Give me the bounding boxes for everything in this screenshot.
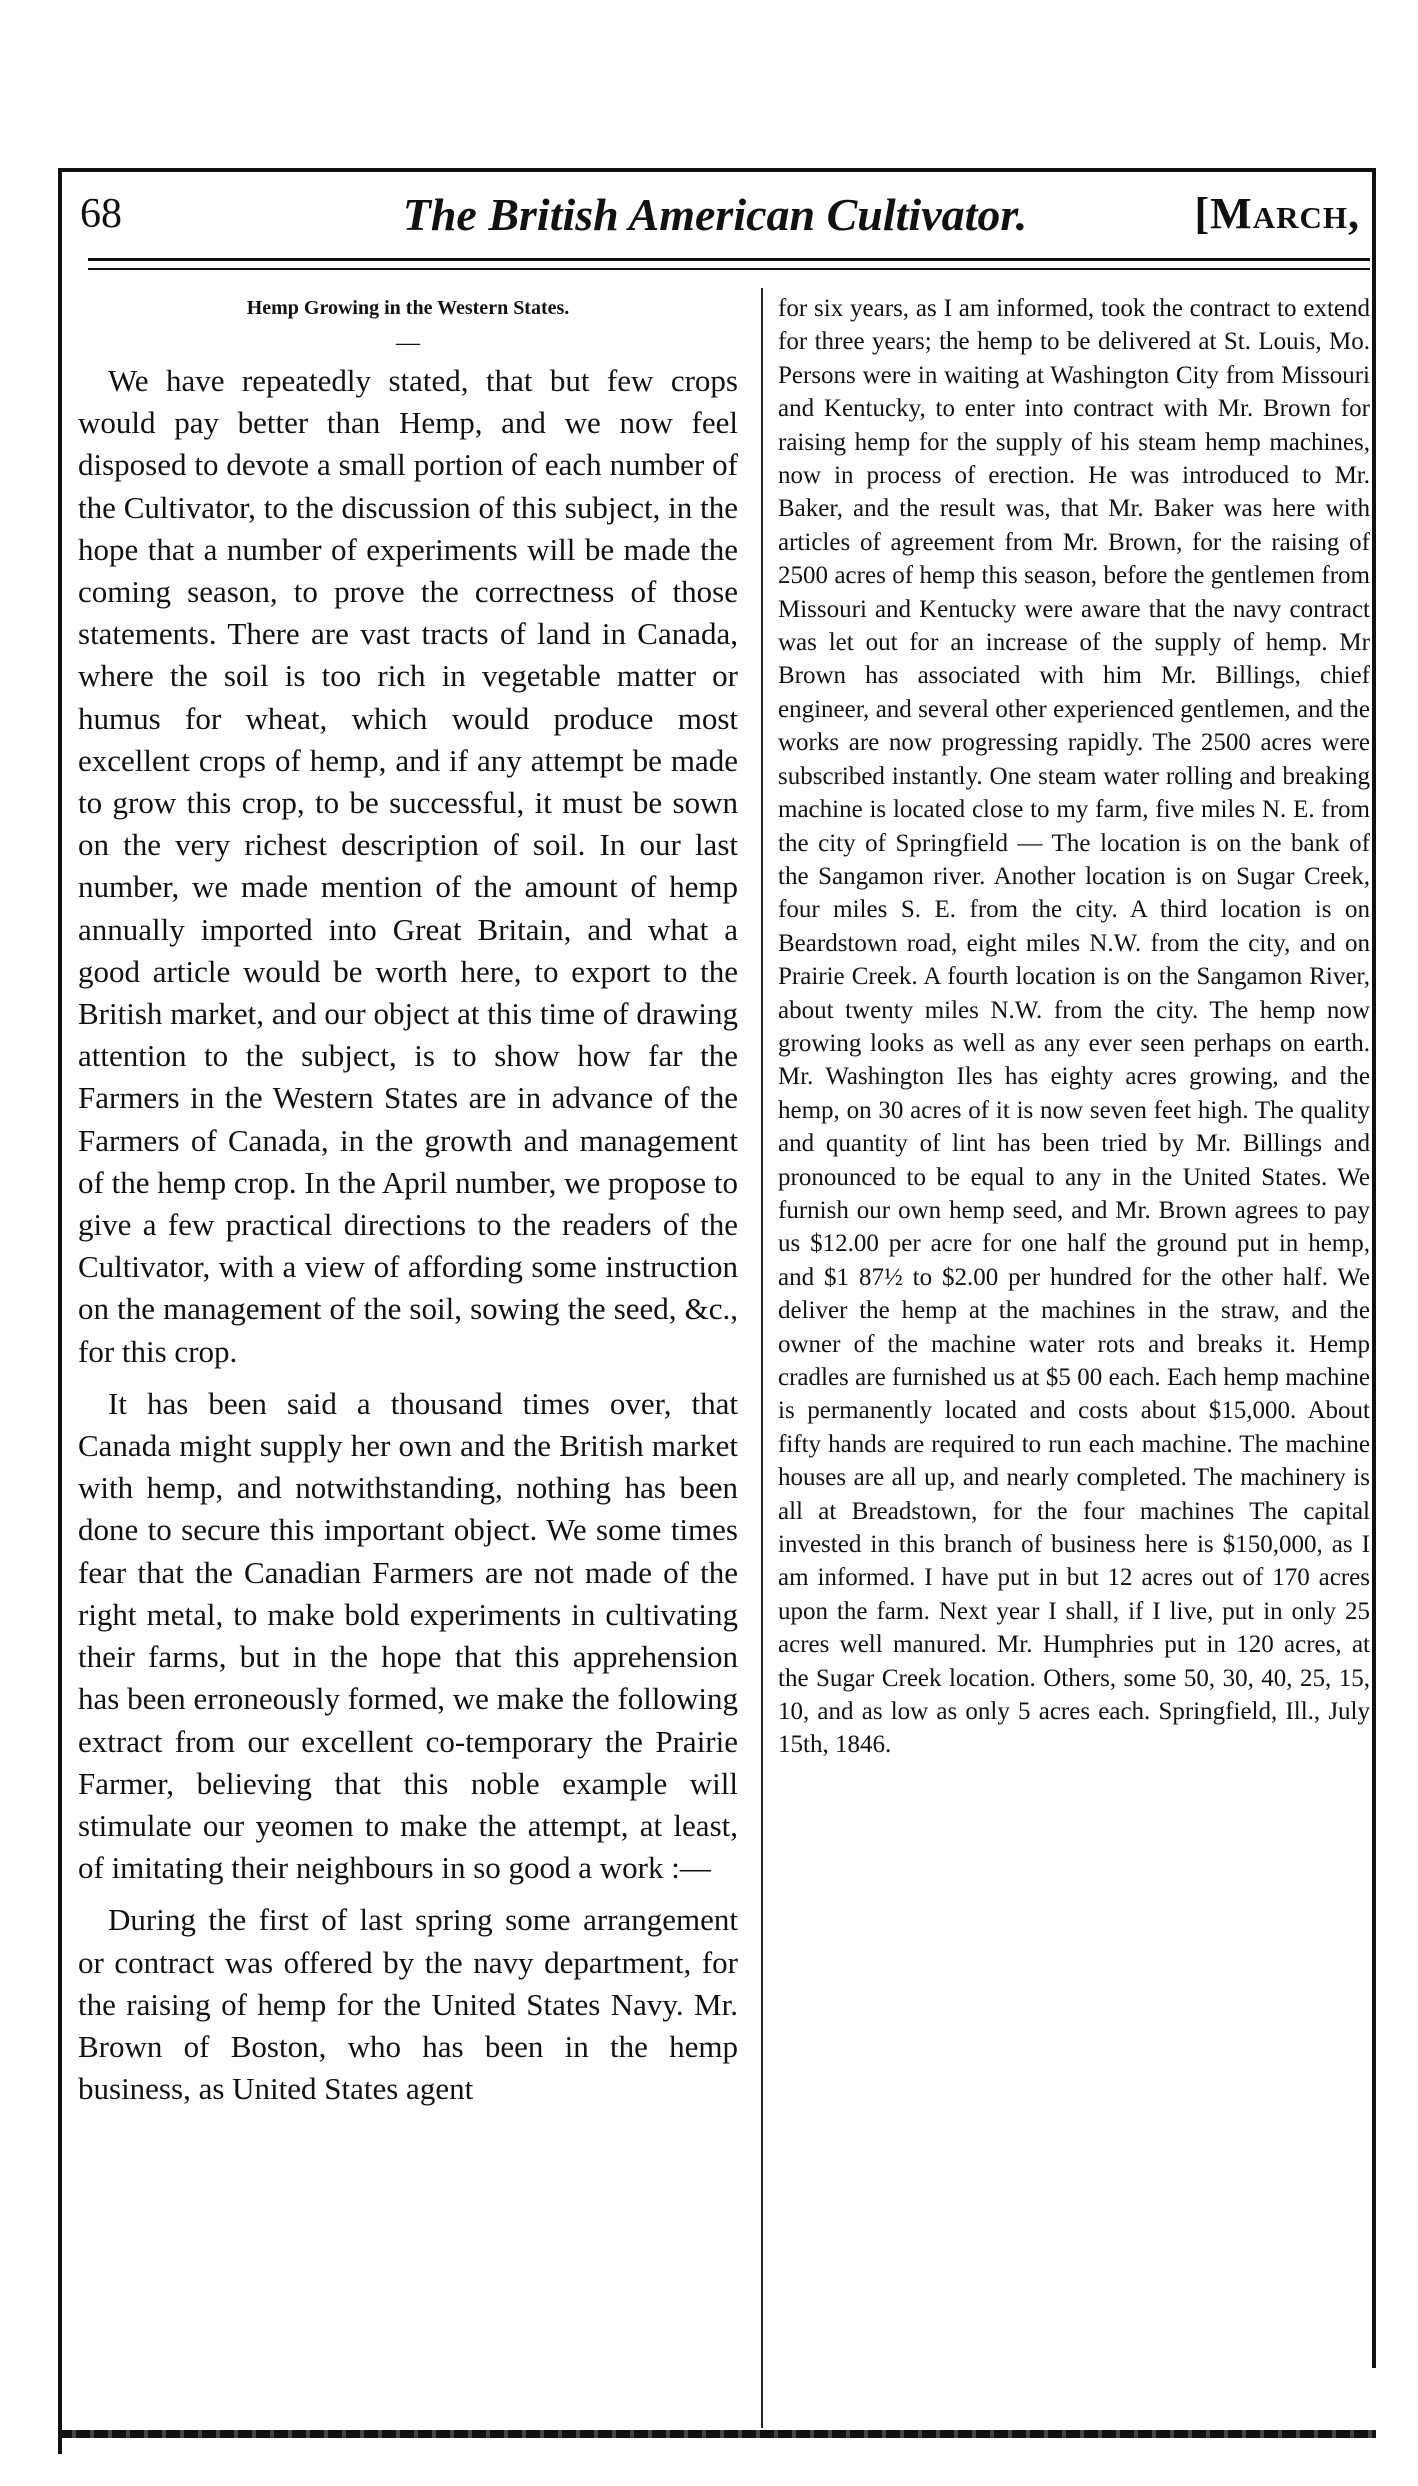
column-divider: [761, 288, 763, 2428]
header-rule-lower: [88, 268, 1370, 270]
right-border-rule: [1372, 168, 1376, 2368]
newspaper-page: [58, 168, 1376, 2454]
header-rule-upper: [88, 258, 1370, 261]
page-number: 68: [80, 191, 122, 237]
top-border-rule: [58, 168, 1376, 172]
right-column-text: for six years, as I am informed, took the contract to extend for three years; the hemp to be delivered at St. Louis, Mo. Persons were in waiting at Washington City from Missouri and Kentucky, to enter into contract with Mr. Brown for raising hemp for the supply of his steam hemp machines, now in process of erection. He was introduced to Mr. Baker, and the result was, that Mr. Baker was here with articles of agreement from Mr. Brown, for the raising of 2500 acres of hemp this season, before the gentlemen from Missouri and Kentucky were aware that the navy contract was let out for an increase of the supply of hemp. Mr Brown has associated with him Mr. Billings, chief engineer, and several other experienced gentlemen, and the works are now progressing rapidly. The 2500 acres were subscribed instantly. One steam water rolling and breaking machine is located close to my farm, five miles N. E. from the city of Springfield — The location is on the bank of the Sangamon river. Another location is on Sugar Creek, four miles S. E. from the city. A third location is on Beardstown road, eight miles N.W. from the city, and on Prairie Creek. A fourth location is on the Sangamon River, about twenty miles N.W. from the city. The hemp now growing looks as well as any ever seen perhaps on earth. Mr. Washington Iles has eighty acres growing, and the hemp, on 30 acres of it is now seven feet high. The quality and quantity of lint has been tried by Mr. Billings and pronounced to be equal to any in the United States. We furnish our own hemp seed, and Mr. Brown agrees to pay us $12.00 per acre for one half the ground put in hemp, and $1 87½ to $2.00 per hundred for the other half. We deliver the hemp at the machines in the straw, and the owner of the machine water rots and breaks it. Hemp cradles are furnished us at $5 00 each. Each hemp machine is permanently located and costs about $15,000. About fifty hands are required to run each machine. The machine houses are all up, and nearly completed. The machinery is all at Breadstown, for the four machines The capital invested in this branch of business here is $150,000, as I am informed. I have put in but 12 acres out of 170 acres upon the farm. Next year I shall, if I live, put in only 25 acres well manured. Mr. Humphries put in 120 acres, at the Sugar Creek location. Others, some 50, 30, 40, 25, 15, 10, and as low as only 5 acres each. Springfield, Ill., July 15th, 1846.: [778, 295, 1370, 1759]
left-border-rule: [58, 168, 62, 2454]
paragraph-2: It has been said a thousand times over, that Canada might supply her own and the British market with hemp, and notwithstanding, nothing has been done to secure this important object. We some times fear that the Canadian Farmers are not made of the right metal, to make bold experiments in cultivating their farms, but in the hope that this apprehension has been erroneously formed, we make the following extract from our excellent co-temporary the Prairie Farmer, believing that this noble example will stimulate our yeomen to make the attempt, at least, of imitating their neighbours in so good a work :—: [78, 1385, 738, 1886]
paragraph-3: During the first of last spring some arrangement or contract was offered by the navy department, for the raising of hemp for the United States Navy. Mr. Brown of Boston, who has been in the hemp business, as United States agent: [78, 1902, 738, 2107]
issue-month: [March,: [1194, 189, 1360, 238]
right-column: [778, 292, 1370, 2452]
left-column: [78, 292, 738, 2452]
bottom-border-rule: [58, 2430, 1376, 2438]
publication-title: The British American Cultivator.: [402, 189, 1028, 240]
article-heading: Hemp Growing in the Western States.: [246, 297, 570, 319]
page-header: [70, 186, 1360, 256]
heading-separator: —: [396, 330, 420, 356]
paragraph-1: We have repeatedly stated, that but few crops would pay better than Hemp, and we now feel disposed to devote a small portion of each number of the Cultivator, to the discussion of this subject, in the hope that a number of experiments will be made the coming season, to prove the correctness of those statements. There are vast tracts of land in Canada, where the soil is too rich in vegetable matter or humus for wheat, which would produce most excellent crops of hemp, and if any attempt be made to grow this crop, to be successful, it must be sown on the very richest description of soil. In our last number, we made mention of the amount of hemp annually imported into Great Britain, and what a good article would be worth here, to export to the British market, and our object at this time of drawing attention to the subject, is to show how far the Farmers in the Western States are in advance of the Farmers of Canada, in the growth and management of the hemp crop. In the April number, we propose to give a few practical directions to the readers of the Cultivator, with a view of affording some instruction on the management of the soil, sowing the seed, &c., for this crop.: [78, 363, 738, 1369]
